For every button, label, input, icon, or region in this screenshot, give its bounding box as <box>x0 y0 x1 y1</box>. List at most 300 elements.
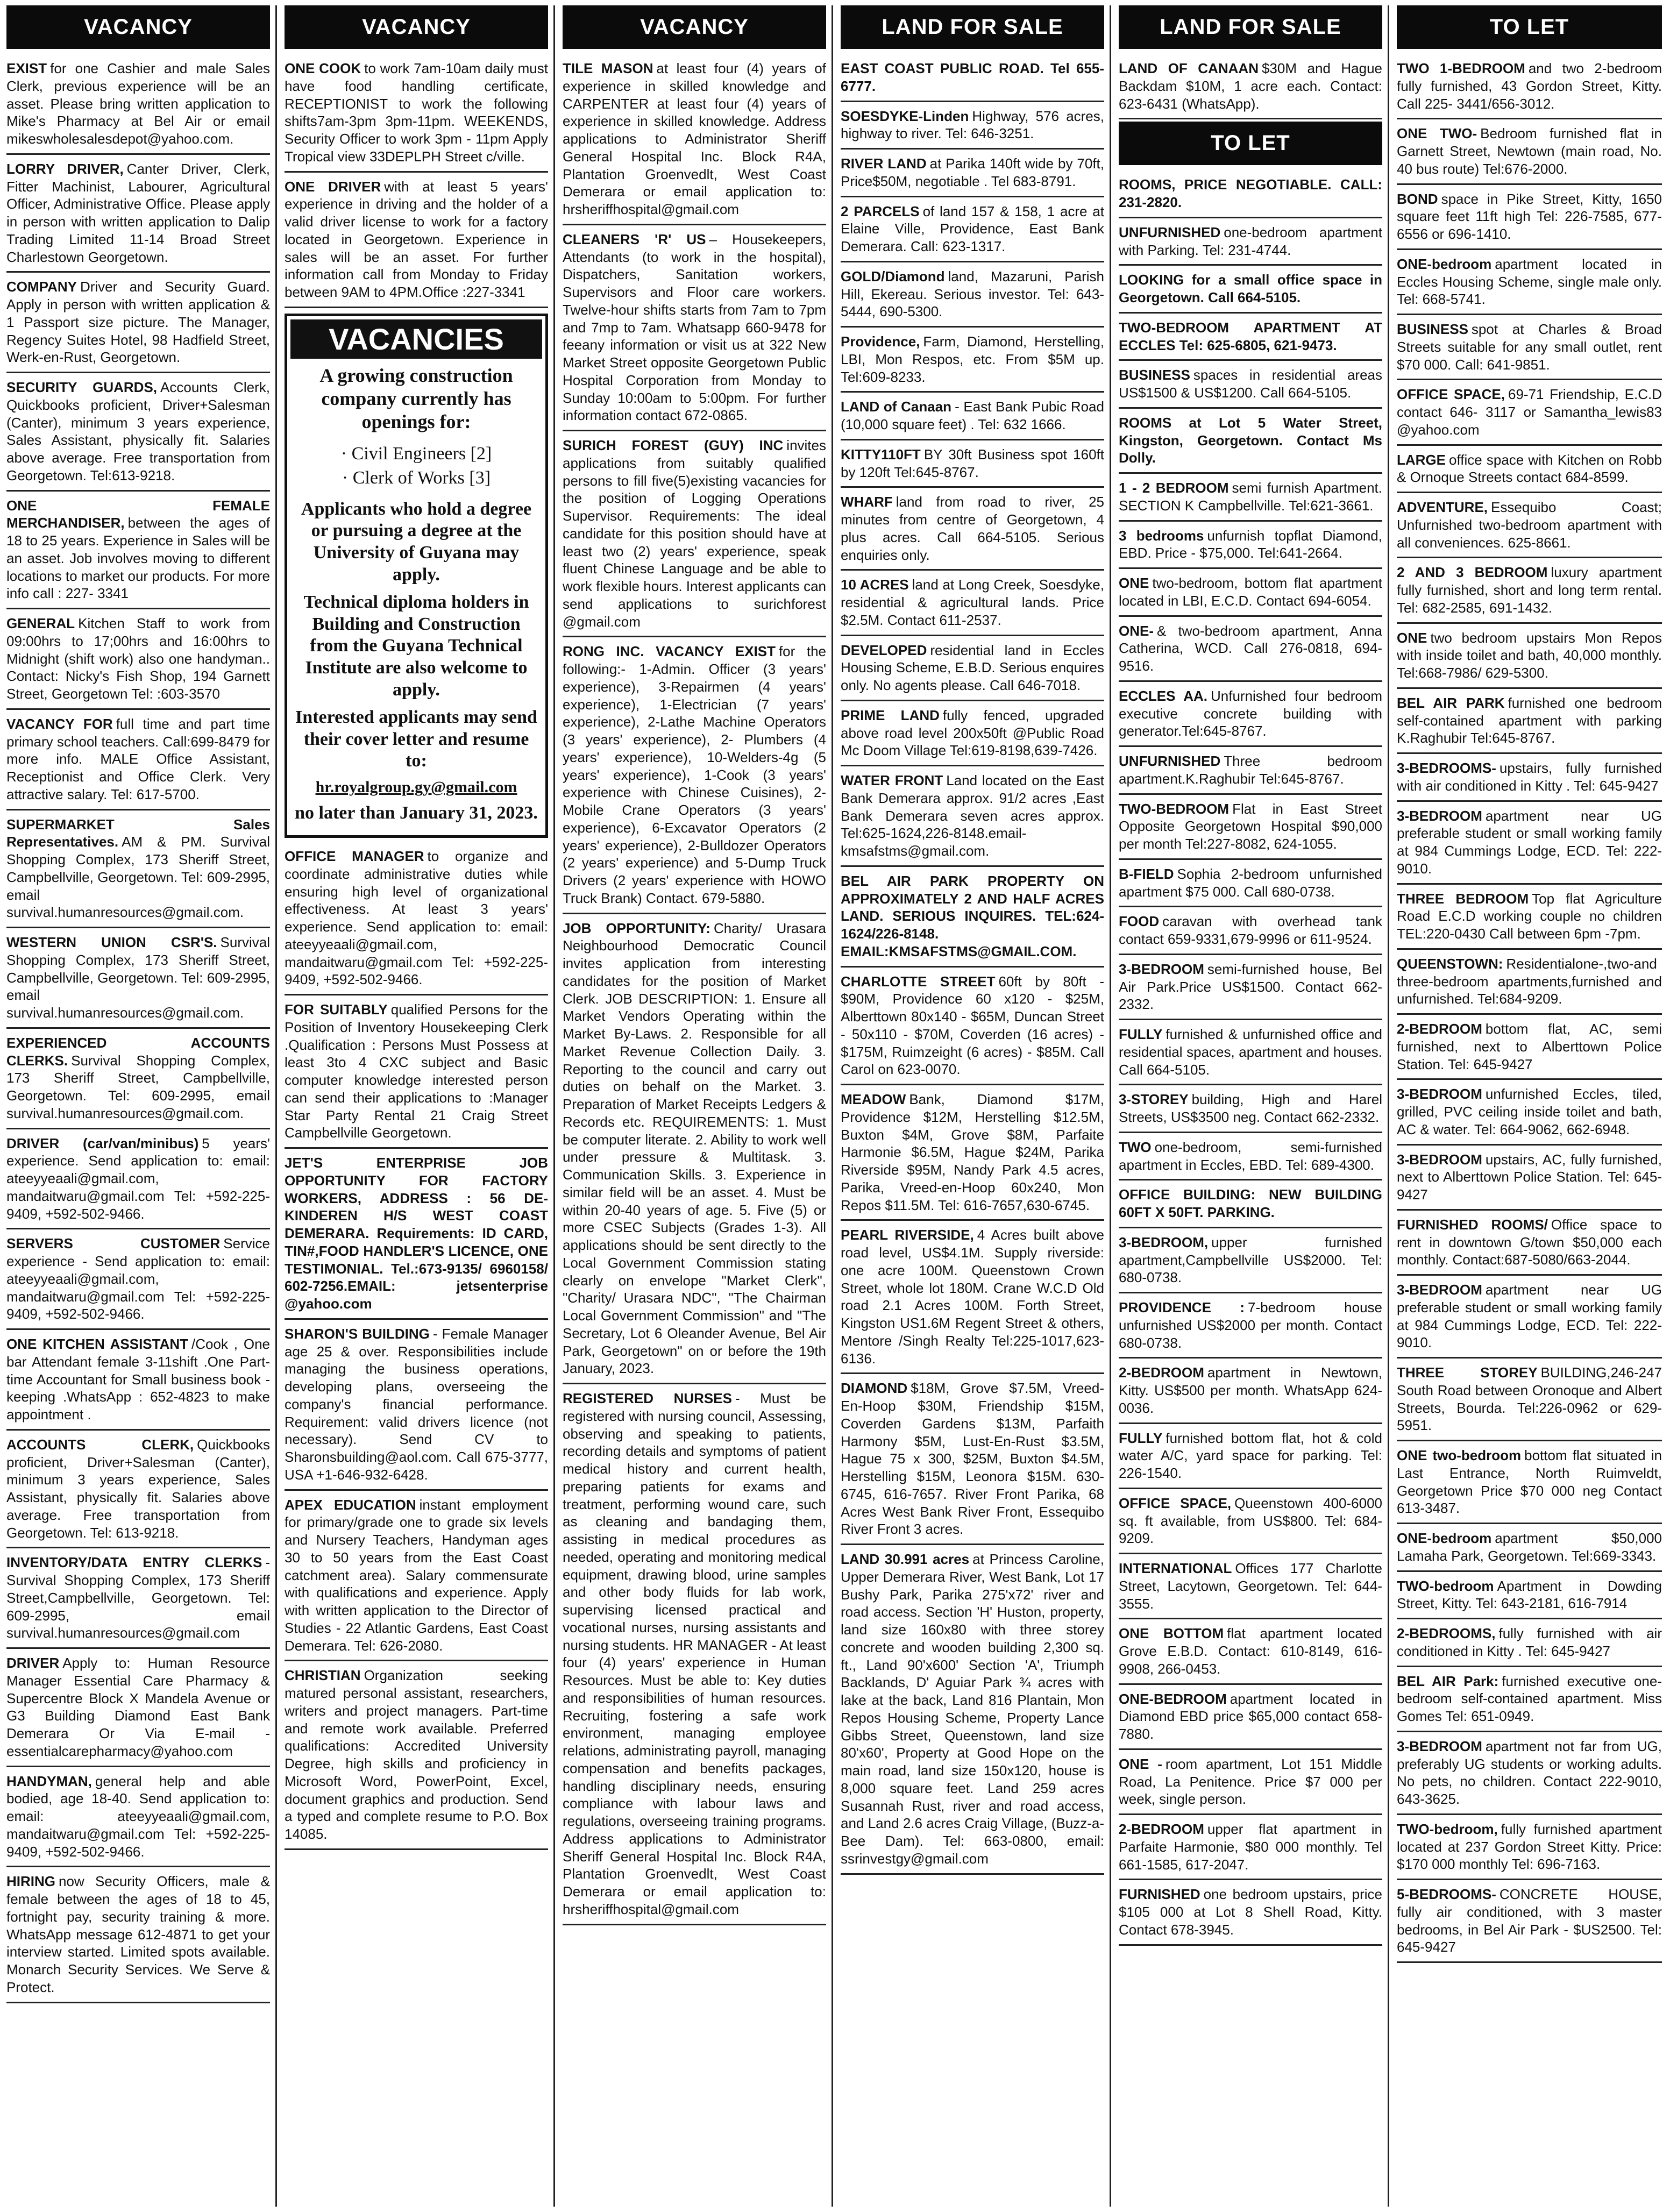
classified-ad <box>1119 1752 1382 1815</box>
ad-text: full time and part time primary school teachers. Call:699-8479 for more info. MALE Office Assistant, Receptionist and Office Clerk. Very attractive salary. Tel: 617-5700. <box>6 715 270 802</box>
ad-text: Canter Driver, Clerk, Fitter Machinist, Labourer, Agricultural Officer, Administrative Office. Please apply in person with written application to Dalip Trading Limited 11-14 Broad Street Charlestown Georgetown. <box>6 160 271 265</box>
ad-lead: EAST COAST PUBLIC ROAD. Tel 655-6777. <box>841 60 1104 94</box>
ad-text: apartment not far from UG, preferably UG students or working adults. No pets, no children. Contact 222-9010, 643-3625. <box>1397 1738 1662 1807</box>
ad-text: upstairs, AC, fully furnished, next to Alberttown Police Station. Tel: 645-9427 <box>1397 1151 1662 1203</box>
ad-lead: TILE MASON <box>563 60 653 76</box>
ad-text: Apply to: Human Resource Manager Essential Care Pharmacy & Supercentre Block X Mandela Avenue or G3 Building Diamond East Bank Demerara Or Via E-mail - essentialcarepharmacy@yahoo.com <box>6 1655 270 1759</box>
classified-ad <box>1397 1621 1662 1667</box>
ad-lead: LORRY DRIVER, <box>6 160 124 177</box>
classified-ad <box>1397 1017 1662 1080</box>
ad-lead: ACCOUNTS CLERK, <box>6 1436 194 1453</box>
ad-text: Survival Shopping Complex, 173 Sheriff Street, Campbellville, Georgetown. Tel: 609-2995, email survival.humanresources@gmail.com. <box>6 1052 270 1121</box>
ad-text: Land located on the East Bank Demerara approx. 91/2 acres ,East Bank Demerara seven acres approx. Tel:625-1624,226-8148.email-kmsafstms@gmail.com. <box>841 772 1105 859</box>
classified-ad <box>6 494 270 610</box>
ad-lead: 3-BEDROOM <box>1397 1738 1482 1754</box>
classified-ad <box>285 175 548 308</box>
classified-ad <box>841 638 1104 701</box>
ad-text: fully furnished with air conditioned in Kitty . Tel: 645-9427 <box>1397 1625 1662 1659</box>
ad-lead: BOND <box>1397 190 1438 207</box>
ad-lead: TWO-bedroom, <box>1397 1820 1498 1837</box>
ad-text: Survival Shopping Complex, 173 Sheriff Street, Campbellville, Georgetown. Tel: 609-2995, email survival.humanresources@gmail.com. <box>6 934 270 1021</box>
ad-lead: OFFICE SPACE, <box>1119 1495 1232 1511</box>
classified-ad <box>1119 571 1382 617</box>
classified-ad <box>1119 1296 1382 1359</box>
ad-lead: FOOD <box>1119 913 1160 930</box>
classified-ad <box>1119 1556 1382 1619</box>
classified-ad <box>6 1132 270 1230</box>
ad-text: spot at Charles & Broad Streets suitable for any small outlet, rent $70 000. Call: 641-9851. <box>1397 321 1662 373</box>
ad-lead: B-FIELD <box>1119 865 1174 882</box>
ad-text: Unfurnished four bedroom executive concrete building with generator.Tel:645-8767. <box>1119 687 1383 739</box>
classified-ad <box>1397 1882 1662 1963</box>
classified-ad <box>841 869 1104 968</box>
classified-ad <box>563 639 826 914</box>
ad-lead: FULLY <box>1119 1026 1163 1042</box>
classified-ad <box>6 1769 270 1868</box>
ad-text: /Cook , One bar Attendant female 3-11shift .One Part-time Accountant for Small business book -keeping .WhatsApp : 652-4823 to make appointment . <box>6 1336 270 1422</box>
ad-lead: ONE two-bedroom <box>1397 1447 1522 1463</box>
ad-lead: 2 AND 3 BEDROOM <box>1397 564 1548 581</box>
classified-ad <box>841 1376 1104 1545</box>
ad-lead: TWO-bedroom <box>1397 1577 1494 1594</box>
classified-ad <box>6 1232 270 1330</box>
ad-text: one-bedroom apartment with Parking. Tel: 231-4744. <box>1119 224 1382 258</box>
ad-lead: 2 PARCELS <box>841 203 920 219</box>
classified-ad <box>841 1223 1104 1374</box>
ad-lead: TWO-BEDROOM <box>1119 800 1230 817</box>
ad-lead: 1 - 2 BEDROOM <box>1119 480 1229 496</box>
classified-ad <box>1119 56 1382 119</box>
classified-ad <box>1119 1426 1382 1489</box>
classified-ad <box>6 275 270 373</box>
classified-ad <box>841 265 1104 328</box>
ad-lead: BUSINESS <box>1119 367 1190 383</box>
ad-text: Organization seeking matured personal assistant, researchers, writers and project managers. Part-time and remote work available. Preferred qualifications: Accredited University Degree, high skills and proficiency in Microsoft Word, PowerPoint, Excel, document graphics and production. Send a typed and complete resume to P.O. Box 14085. <box>285 1667 548 1843</box>
ad-text: at Parika 140ft wide by 70ft, Price$50M, negotiable . Tel 683-8791. <box>841 155 1104 189</box>
classified-ad <box>1397 448 1662 494</box>
classified-ad <box>1119 476 1382 522</box>
ad-lead: Providence, <box>841 333 920 350</box>
ad-lead: CHARLOTTE STREET <box>841 973 996 990</box>
ad-text: unfurnished Eccles, tiled, grilled, PVC ceiling inside toilet and bath, AC & water. Tel: 664-9062, 662-6948. <box>1397 1086 1662 1137</box>
classified-ad <box>841 104 1104 150</box>
ad-lead: ONE-bedroom <box>1397 1530 1492 1546</box>
ad-lead: BEL AIR Park: <box>1397 1673 1499 1689</box>
ad-text: instant employment for primary/grade one to grade six levels and Nursery Teachers, Handyman ages 30 to 50 years from the East Coast catchment area). Salary commensurate with qualifications and experience. Apply with written application to the Director of Studies - 22 Atlantic Gardens, East Coast Demerara. Tel: 626-2080. <box>285 1496 548 1654</box>
ad-text: two bedroom upstairs Mon Repos with inside toilet and bath, 40,000 monthly. Tel:668-7986/ 629-5300. <box>1397 629 1662 681</box>
classified-ad <box>841 1547 1104 1875</box>
classified-ad <box>1119 1687 1382 1750</box>
ad-text: - Survival Shopping Complex, 173 Sheriff Street,Campbellville, Georgetown. Tel: 609-2995, email survival.humanresources@gmail.com <box>6 1554 270 1641</box>
ad-lead: WESTERN UNION CSR'S. <box>6 934 217 950</box>
ad-text: for the following:- 1-Admin. Officer (3 years' experience), 3-Repairmen (4 years' experience), 1-Electrician (7 years' experience), 2-Lathe Machine Operators (3 years' experience), 2- Plumbers (4 years' experience), 10-Welders-4g (5 years' experience), 1-Cook (3 years' experience with Chinese Cuisines), 2-Mobile Crane Operators (3 years' experience), 6-Excavator Operators (2 years' experience), 2-Bulldozer Operators (2 years' experience) and 5-Dump Truck Drivers (2 years' experience with HOWO Truck Brank) Contact. 679-5880. <box>563 643 826 906</box>
ad-lead: WATER FRONT <box>841 772 943 788</box>
ad-lead: 3-BEDROOMS- <box>1397 760 1496 776</box>
classified-ad <box>1397 1526 1662 1572</box>
ad-lead: EXPERIENCED ACCOUNTS CLERKS. <box>6 1034 270 1069</box>
ad-lead: 2-BEDROOM <box>1119 1364 1204 1381</box>
ad-text: Bedroom furnished flat in Garnett Street, Newtown (main road, No. 40 bus route) Tel:676-2000. <box>1397 125 1662 177</box>
ad-text: apartment near UG preferable student or small working family at 984 Cummings Lodge, ECD. Tel: 222-9010. <box>1397 1282 1662 1351</box>
ad-text: & two-bedroom apartment, Anna Catherina, WCD. Call 276-0818, 694-9516. <box>1119 622 1382 674</box>
classified-ad <box>1119 1231 1382 1293</box>
classified-ad <box>563 916 826 1385</box>
ad-lead: 3-BEDROOM <box>1397 1282 1482 1298</box>
column-vacancy-1 <box>3 5 277 2207</box>
ad-lead: KITTY110FT <box>841 446 921 463</box>
ad-lead: ONE-bedroom <box>1397 255 1492 272</box>
classified-ad <box>563 433 826 637</box>
ad-text: apartment located in Eccles Housing Scheme, single male only. Tel: 668-5741. <box>1397 255 1662 308</box>
classified-ad <box>841 490 1104 571</box>
ad-text: Office space to rent in downtown G/town $50,000 each monthly. Contact:687-5080/663-2044. <box>1397 1216 1662 1268</box>
ad-text: Farm, Diamond, Herstelling, LBI, Mon Respos, etc. From $5M up. Tel:609-8233. <box>841 333 1104 385</box>
ad-text: - Must be registered with nursing council, Assessing, observing and speaking to patients, recording details and symptoms of patient medical history and current health, preparing patients for exams and treatment, performing wound care, such as cleaning and bandaging them, assisting in medical procedures as needed, operating and monitoring medical equipment, drawing blood, urine samples and other body fluids for lab work, supervising licensed practical and vocational nurses, nursing assistants and nursing students. HR MANAGER - At least four (4) years' experience in Human Resources. Must be able to: Key duties and responsibilities of human resources. Recruiting, fostering a safe work environment, managing employee relations, administrating payroll, managing compensation and benefits packages, handling disciplinary needs, ensuring compliance with labour laws and regulations, overseeing training programs. Address applications to Administrator Sheriff General Hospital Inc. Block R4A, Plantation Groenvedlt, West Coast Demerara or email application to: hrsheriffhospital@gmail.com <box>563 1390 826 1917</box>
ad-text: $30M and Hague Backdam $10M, 1 acre each. Contact: 623-6431 (WhatsApp). <box>1119 60 1382 112</box>
ad-lead: COMPANY <box>6 279 77 295</box>
vacancies-boxed-ad <box>285 314 548 838</box>
classified-ad <box>841 200 1104 262</box>
ad-text: to work 7am-10am daily must have food handling certificate, RECEPTIONIST to work the following shifts7am-3pm 3pm-11pm. WEEKENDS, Security Officer to work 3pm - 11pm Apply Tropical view 33DEPLPH Street c/ville. <box>285 60 548 165</box>
ad-text: fully fenced, upgraded above road level 200x50ft @Public Road Mc Doom Village Tel:619-8198,639-7426. <box>841 707 1104 759</box>
classified-ad <box>1397 1817 1662 1880</box>
ad-text: land, Mazaruni, Parish Hill, Ekereau. Serious investor. Tel: 643-5444, 690-5300. <box>841 268 1104 320</box>
classified-ad <box>563 227 826 431</box>
classified-ad <box>841 573 1104 636</box>
ad-lead: SERVERS CUSTOMER <box>6 1235 221 1252</box>
classified-ad <box>6 1651 270 1767</box>
classified-ad <box>1397 1669 1662 1732</box>
ad-text: apartment located in Diamond EBD price $65,000 contact 658-7880. <box>1119 1690 1382 1742</box>
ad-lead: ECCLES AA. <box>1119 687 1207 704</box>
ad-text: space in Pike Street, Kitty, 1650 square feet 11ft high Tel: 226-7585, 677-6556 or 696-1410. <box>1397 190 1662 242</box>
ad-lead: DIAMOND <box>841 1380 908 1397</box>
ad-lead: DEVELOPED <box>841 642 927 658</box>
ad-text: furnished bottom flat, hot & cold water A/C, yard space for parking. Tel: 226-1540. <box>1119 1429 1382 1481</box>
ad-lead: THREE BEDROOM <box>1397 890 1529 907</box>
ad-text: Residentialone-,two-and three-bedroom apartments,furnished and unfurnished. Tel:684-9209. <box>1397 955 1662 1007</box>
classified-ad <box>1119 684 1382 747</box>
position-item: · Civil Engineers [2] <box>340 444 492 464</box>
ad-lead: 3-BEDROOM <box>1397 1086 1482 1103</box>
ad-text: one-bedroom, semi-furnished apartment in Eccles, EBD. Tel: 689-4300. <box>1119 1139 1382 1173</box>
classified-ad <box>6 930 270 1029</box>
classified-ad <box>1119 957 1382 1020</box>
ad-lead: REGISTERED NURSES <box>563 1390 732 1406</box>
ad-text: qualified Persons for the Position of Inventory Housekeeping Clerk .Qualification : Persons Must Possess at least 3to 4 CXC subject and Basic computer knowledge interested person can send their applications to :Manager Star Party Rental 21 Craig Street Campbellville Georgetown. <box>285 1001 548 1141</box>
ad-lead: 3 bedrooms <box>1119 527 1204 544</box>
ad-lead: 3-BEDROOM <box>1397 1151 1482 1168</box>
classified-ad <box>1397 252 1662 315</box>
ad-lead: 2-BEDROOM <box>1119 1821 1204 1837</box>
ad-text: of land 157 & 158, 1 acre at Elaine Ville, Providence, East Bank Demerara. Call: 623-1317. <box>841 203 1104 254</box>
boxed-ad-para: Applicants who hold a degree or pursuing a degree at the University of Guyana may apply. <box>301 499 532 585</box>
ad-lead: SHARON'S BUILDING <box>285 1325 430 1342</box>
classified-ad <box>1397 1148 1662 1211</box>
ad-lead: UNFURNISHED <box>1119 753 1221 769</box>
ad-text: semi-furnished house, Bel Air Park.Price US$1500. Contact 662-2332. <box>1119 961 1382 1013</box>
section-header: LAND FOR SALE <box>1119 5 1382 49</box>
ad-lead: 3-BEDROOM, <box>1119 1234 1209 1250</box>
ad-text: unfurnish topflat Diamond, EBD. Price - $75,000. Tel:641-2664. <box>1119 527 1382 561</box>
boxed-ad-para: Interested applicants may send their cover letter and resume to: <box>295 707 537 771</box>
classified-ad <box>1397 317 1662 380</box>
ad-lead: INTERNATIONAL <box>1119 1560 1232 1576</box>
classified-ad <box>6 1332 270 1431</box>
classified-ad <box>1119 619 1382 682</box>
classified-ad <box>1397 952 1662 1015</box>
ad-text: bottom flat, AC, semi furnished, next to Alberttown Police Station. Tel: 645-9427 <box>1397 1021 1662 1072</box>
classified-ad <box>285 998 548 1149</box>
ad-text: Highway, 576 acres, highway to river. Tel: 646-3251. <box>841 108 1104 142</box>
column-vacancy-2 <box>281 5 555 2207</box>
classified-ad <box>1397 756 1662 802</box>
ad-text: now Security Officers, male & female between the ages of 18 to 45, fortnight pay, security training & more. WhatsApp message 612-4871 to get your interview started. Limited spots available. Monarch Security Services. We Serve & Protect. <box>6 1873 270 1995</box>
ad-lead: LOOKING for a small office space in Georgetown. Call 664-5105. <box>1119 272 1382 305</box>
classified-ad <box>841 330 1104 393</box>
boxed-ad-intro: A growing construction company currently has openings for: <box>319 364 513 433</box>
classified-ad <box>1119 1022 1382 1085</box>
ad-lead: TWO <box>1119 1139 1152 1155</box>
ad-text: bottom flat situated in Last Entrance, North Ruimveldt, Georgetown Price $70 000 neg Contact 613-3487. <box>1397 1447 1662 1517</box>
ad-lead: THREE STOREY <box>1397 1364 1538 1381</box>
ad-text: flat apartment located Grove E.B.D. Contact: 610-8149, 616-9908, 266-0453. <box>1119 1625 1382 1677</box>
classified-ad <box>6 1550 270 1649</box>
ad-lead: DRIVER (car/van/minibus) <box>6 1135 199 1151</box>
classified-ad <box>1119 1491 1382 1554</box>
classified-ad <box>1119 316 1382 361</box>
ad-lead: ONE KITCHEN ASSISTANT <box>6 1336 189 1352</box>
ad-text: - East Bank Pubic Road (10,000 square feet) . Tel: 632 1666. <box>841 399 1104 432</box>
ad-text: Driver and Security Guard. Apply in person with written application & 1 Passport size picture. The Manager, Regency Suites Hotel, 98 Hadfield Street, Werk-en-Rust, Georgetown. <box>6 279 270 366</box>
classified-ad <box>1119 749 1382 795</box>
section-header: LAND FOR SALE <box>841 5 1104 49</box>
ad-text: invites applications from suitably qualified persons to fill five(5)existing vacancies for the position of Logging Operations Supervisor. Requirements: The ideal candidate for this position should have at least two (2) years' experience, speak fluent Chinese Language and be able to work flexible hours. Interest applicants can send applications to surichforest @gmail.com <box>563 437 826 630</box>
ad-lead: ONE TWO- <box>1397 125 1477 142</box>
ad-text: at least four (4) years of experience in skilled knowledge and CARPENTER at least four (4) years of experience in skilled knowledge. Address applications to Administrator Sheriff General Hospital Inc. Block R4A, Plantation Groenvedlt, West Coast Demerara or email application to: hrsheriffhospital@gmail.com <box>563 60 826 217</box>
ad-lead: CHRISTIAN <box>285 1667 361 1684</box>
classified-ad <box>6 1433 270 1549</box>
boxed-ad-title: VACANCIES <box>290 319 542 359</box>
ad-text: Kitchen Staff to work from 09:00hrs to 17;00hrs and 16:00hrs to Midnight (shift work) also one handyman.. Contact: Nicky's Fish Shop, 194 Garnett Street, Georgetown Tel: :603-3570 <box>6 615 270 702</box>
ad-text: 60ft by 80ft - $90M, Providence 60 x120 - $25M, Alberttown 80x140 - $65M, Duncan Street - 50x110 - $70M, Coverden (16 acres) - $175M, Ruimzeight (6 acres) - $85M. Call Carol on 623-0070. <box>841 973 1104 1078</box>
ad-lead: LAND 30.991 acres <box>841 1551 970 1567</box>
classified-ad <box>563 56 826 225</box>
ad-lead: ADVENTURE, <box>1397 499 1488 515</box>
ad-lead: 2-BEDROOM <box>1397 1021 1482 1037</box>
classified-ad <box>1397 1278 1662 1359</box>
classified-ad <box>1119 221 1382 266</box>
ad-lead: JET'S ENTERPRISE JOB OPPORTUNITY FOR FACTORY WORKERS, ADDRESS : 56 DE-KINDEREN H/S WEST COAST DEMERARA. Requirements: ID CARD, TIN#,FOOD HANDLER'S LICENCE, ONE TESTIMONIAL. Tel.:673-9135/ 6960158/ 602-7256.EMAIL: jetsenterprise @yahoo.com <box>285 1155 548 1312</box>
ad-text: furnished one bedroom self-contained apartment with parking K.Raghubir Tel:645-8767. <box>1397 694 1662 746</box>
classified-ad <box>1119 797 1382 860</box>
ad-text: Sophia 2-bedroom unfurnished apartment $75 000. Call 680-0738. <box>1119 865 1382 900</box>
classified-ad <box>1119 1817 1382 1880</box>
ad-lead: INVENTORY/DATA ENTRY CLERKS <box>6 1554 262 1571</box>
ad-text: Charity/ Urasara Neighbourhood Democratic Council invites application from interesting candidates for the position of Market Clerk. JOB DESCRIPTION: 1. Ensure all Market Vendors Operating within the Market By-Laws. 2. Responsible for all Market Revenue Collection Daily. 3. Reporting to the council and carry out duties on behalf on the Market. 3. Preparation of Market Receipts Ledgers & Records etc. REQUIREMENTS: 1. Must be computer literate. 2. Ability to work well under pressure & Multitask. 3. Communication Skills. 3. Experience in similar field will be an asset. 4. Must be within 20-40 years of age. 5. Five (5) or more CSEC Subjects (Grades 1-3). All applications should be sent directly to the Local Government Commission stating clearly on envelope "Market Clerk", "Charity/ Urasara NDC", "The Chairman Local Government Commission" and "The Secretary, Lot 6 Oleander Avenue, Bel Air Park, Georgetown" on or before the 19th January, 2023. <box>563 920 827 1377</box>
classified-ad <box>1397 1213 1662 1276</box>
classified-ad <box>841 703 1104 766</box>
classified-ad <box>841 152 1104 197</box>
boxed-ad-para: Technical diploma holders in Building and Construction from the Guyana Technical Institute are also welcome to apply. <box>303 592 529 700</box>
ad-lead: TWO-BEDROOM APARTMENT AT ECCLES Tel: 625-6805, 621-9473. <box>1119 319 1382 353</box>
ad-lead: SURICH FOREST (GUY) INC <box>563 437 784 453</box>
ad-text: CONCRETE HOUSE, fully air conditioned, with 3 master bedrooms, in Bel Air Park - $US2500. Tel: 645-9427 <box>1397 1886 1662 1955</box>
position-item: · Clerk of Works [3] <box>342 467 491 488</box>
classified-ad <box>1397 1361 1662 1441</box>
ad-text: 5 years' experience. Send application to: email: ateeyyeaali@gmail.com, mandaitwaru@gmail.com Tel: +592-225-9409, +592-502-9466. <box>6 1135 270 1222</box>
ad-text: general help and able bodied, age 18-40. Send application to: email: ateeyyeaali@gmail.com, mandaitwaru@gmail.com Tel: +592-225-9409, +592-502-9466. <box>6 1773 270 1860</box>
column-vacancy-3 <box>559 5 833 2207</box>
ad-text: 7-bedroom house unfurnished US$2000 per month. Contact 680-0738. <box>1119 1299 1382 1351</box>
ad-lead: OFFICE BUILDING: NEW BUILDING 60FT X 50FT. PARKING. <box>1119 1186 1382 1220</box>
ad-lead: LARGE <box>1397 451 1446 468</box>
ad-text: for one Cashier and male Sales Clerk, previous experience will be an asset. Please bring written application to Mike's Pharmacy at Bel Air or email mikeswholesalesdepot@yahoo.com. <box>6 60 270 147</box>
classified-ad <box>841 970 1104 1086</box>
ad-text: furnished executive one-bedroom self-contained apartment. Miss Gomes Tel: 651-0949. <box>1397 1673 1662 1724</box>
classified-ad <box>1119 909 1382 955</box>
ad-lead: PEARL RIVERSIDE, <box>841 1227 974 1243</box>
ad-text: with at least 5 years' experience in driving and the holder of a valid driver license to work for a factory located in Georgetown. Experience in sales will be an asset. For further information call from Monday to Friday between 9AM to 4PM.Office :227-3341 <box>285 178 548 300</box>
ad-text: between the ages of 18 to 25 years. Experience in Sales will be an asset. Job involves moving to different locations to market our products. For more info call : 227- 3341 <box>6 515 270 602</box>
ad-lead: ONE BOTTOM <box>1119 1625 1224 1642</box>
classified-ad <box>1119 1882 1382 1945</box>
ad-lead: GOLD/Diamond <box>841 268 945 284</box>
ad-text: two-bedroom, bottom flat apartment located in LBI, E.C.D. Contact 694-6054. <box>1119 575 1382 609</box>
ad-lead: MEADOW <box>841 1091 906 1107</box>
ad-lead: OFFICE MANAGER <box>285 848 424 865</box>
ad-text: Top flat Agriculture Road E.C.D working couple no children TEL:220-0430 Call between 6pm -7pm. <box>1397 890 1662 942</box>
ad-lead: ONE FEMALE MERCHANDISER, <box>6 497 270 531</box>
ad-text: apartment near UG preferable student or small working family at 984 Cummings Lodge, ECD. Tel: 222-9010. <box>1397 807 1662 877</box>
classified-ad <box>6 1031 270 1129</box>
ad-lead: 10 ACRES <box>841 577 909 593</box>
ad-lead: CLEANERS 'R' US <box>563 231 706 247</box>
section-header: VACANCY <box>563 5 826 49</box>
classified-ad <box>1119 363 1382 409</box>
classified-ad <box>285 1151 548 1320</box>
ad-text: Offices 177 Charlotte Street, Lacytown, Georgetown. Tel: 644-3555. <box>1119 1560 1382 1612</box>
boxed-ad-email[interactable]: hr.royalgroup.gy@gmail.com <box>315 778 517 796</box>
ad-text: BUILDING,246-247 South Road between Oronoque and Albert Streets, Bourda. Tel:226-0962 or 629-5951. <box>1397 1364 1662 1434</box>
ad-lead: FOR SUITABLY <box>285 1001 388 1018</box>
ad-lead: BUSINESS <box>1397 321 1468 337</box>
ad-lead: PRIME LAND <box>841 707 940 723</box>
ad-lead: FURNISHED ROOMS/ <box>1397 1216 1548 1233</box>
ad-lead: ROOMS at Lot 5 Water Street, Kingston, Georgetown. Contact Ms Dolly. <box>1119 414 1382 466</box>
ad-text: upper furnished apartment,Campbellville US$2000. Tel: 680-0738. <box>1119 1234 1382 1286</box>
classified-ad <box>6 611 270 710</box>
classified-ad <box>285 56 548 173</box>
classified-ad <box>6 813 270 929</box>
classified-ad <box>285 844 548 995</box>
ad-lead: QUEENSTOWN: <box>1397 955 1503 972</box>
ad-lead: DRIVER <box>6 1655 60 1671</box>
section-header: TO LET <box>1119 122 1382 165</box>
classified-ad <box>841 1087 1104 1221</box>
ad-text: building, High and Harel Streets, US$3500 neg. Contact 662-2332. <box>1119 1091 1382 1125</box>
classified-ad <box>1397 122 1662 184</box>
ad-lead: EXIST <box>6 60 47 76</box>
ad-lead: HIRING <box>6 1873 55 1890</box>
ad-text: land from road to river, 25 minutes from centre of Georgetown, 4 plus acres. Call 664-5105. Serious enquiries only. <box>841 494 1104 563</box>
ad-text: to organize and coordinate administrative duties while ensuring high level of organizational effectiveness. At least 3 years' experience. Send application to: email: ateeyyeaali@gmail.com, mandaitwaru@gmail.com Tel: +592-225-9409, +592-502-9466. <box>285 848 549 988</box>
ad-lead: ROOMS, PRICE NEGOTIABLE. CALL: 231-2820. <box>1119 176 1382 210</box>
classified-ad <box>6 375 270 492</box>
ad-text: apartment in Newtown, Kitty. US$500 per month. WhatsApp 624-0036. <box>1119 1364 1382 1416</box>
classified-ad <box>1119 1361 1382 1424</box>
ad-lead: LAND OF CANAAN <box>1119 60 1259 76</box>
classified-ad <box>1397 1574 1662 1620</box>
ad-text: Accounts Clerk, Quickbooks proficient, Driver+Salesman (Canter), minimum 3 years experience, Sales Assistant, physically fit. Salaries above average. Free transportation from Georgetown. Tel:613-9218. <box>6 379 270 483</box>
ad-text: fully furnished apartment located at 237 Gordon Street Kitty. Price: $170 000 monthly Tel: 696-7163. <box>1397 1820 1662 1873</box>
classified-ad <box>1119 1183 1382 1228</box>
classified-ad <box>6 712 270 810</box>
classified-ad <box>841 56 1104 102</box>
ad-text: 69-71 Friendship, E.C.D contact 646- 3117 or Samantha_lewis83 @yahoo.com <box>1397 386 1662 438</box>
ad-lead: BEL AIR PARK PROPERTY ON APPROXIMATELY 2 AND HALF ACRES LAND. SERIOUS INQUIRES. TEL:624-1624/226-8148. EMAIL:KMSAFSTMS@GMAIL.COM. <box>841 872 1104 959</box>
ad-text: room apartment, Lot 151 Middle Road, La Penitence. Price $7 000 per week, single person. <box>1119 1755 1382 1808</box>
ad-lead: HANDYMAN, <box>6 1773 92 1789</box>
ad-text: apartment $50,000 Lamaha Park, Georgetown. Tel:669-3343. <box>1397 1530 1662 1564</box>
ad-lead: 3-BEDROOM <box>1119 961 1204 977</box>
ad-text: office space with Kitchen on Robb & Ornoque Streets contact 684-8599. <box>1397 451 1662 486</box>
ad-text: AM & PM. Survival Shopping Complex, 173 Sheriff Street, Campbellville, Georgetown. Tel: 609-2995, email survival.humanresources@gmail.com. <box>6 834 270 921</box>
ad-text: Flat in East Street Opposite Georgetown Hospital $90,000 per month Tel:227-8082, 624-1055. <box>1119 800 1382 852</box>
ad-lead: ONE - <box>1119 1755 1162 1772</box>
ad-lead: UNFURNISHED <box>1119 224 1221 240</box>
ad-text: upper flat apartment in Parfaite Harmonie, $80 000 monthly. Tel 661-1585, 617-2047. <box>1119 1821 1382 1873</box>
column-to-let <box>1394 5 1667 2207</box>
classified-ad <box>6 1869 270 2003</box>
classified-ad <box>1397 691 1662 754</box>
classified-ad <box>1119 1087 1382 1133</box>
ad-lead: RIVER LAND <box>841 155 927 172</box>
classified-ad <box>6 157 270 273</box>
section-header: TO LET <box>1397 5 1662 49</box>
ad-text: furnished & unfurnished office and residential spaces, apartment and houses. Call 664-5105. <box>1119 1026 1382 1078</box>
ad-lead: SECURITY GUARDS, <box>6 379 158 395</box>
ad-text: luxury apartment fully furnished, short and long term rental. Tel: 682-2585, 691-1432. <box>1397 564 1662 616</box>
ad-text: Three bedroom apartment.K.Raghubir Tel:645-8767. <box>1119 753 1382 787</box>
ad-lead: GENERAL <box>6 615 75 631</box>
boxed-ad-deadline: no later than January 31, 2023. <box>295 803 538 823</box>
classified-ad <box>6 56 270 155</box>
ad-lead: OFFICE SPACE, <box>1397 386 1505 403</box>
classified-ad <box>1397 1443 1662 1524</box>
ad-lead: ONE <box>1397 629 1427 646</box>
ad-lead: JOB OPPORTUNITY: <box>563 920 710 936</box>
classified-ad <box>1119 524 1382 570</box>
ad-text: BY 30ft Business spot 160ft by 120ft Tel:645-8767. <box>841 446 1104 480</box>
classified-ad <box>1397 495 1662 558</box>
ad-lead: VACANCY FOR <box>6 715 113 732</box>
ad-lead: ONE-BEDROOM <box>1119 1690 1227 1707</box>
section-header: VACANCY <box>6 5 270 49</box>
classified-ad <box>841 769 1104 867</box>
boxed-ad-positions <box>295 442 538 489</box>
classified-ad <box>1397 187 1662 250</box>
classified-ad <box>1119 1135 1382 1181</box>
classified-ad <box>285 1493 548 1662</box>
classified-ad <box>1397 1082 1662 1145</box>
ad-text: – Housekeepers, Attendants (to work in the hospital), Dispatchers, Sanitation workers, Supervisors and Floor care workers. Twelve-hour shifts starts from 7am to 7pm and 7mp to 7am. Whatsapp 660-9478 for feeany information or visit us at 322 New Market Street opposite Georgetown Public Hospital Corporation from Monday to Sunday 10:00am to 5:00pm. For further information contact 672-0865. <box>563 231 826 424</box>
ad-text: semi furnish Apartment. SECTION K Campbellville. Tel:621-3661. <box>1119 480 1382 514</box>
ad-lead: WHARF <box>841 494 893 510</box>
classified-ad <box>563 1386 826 1925</box>
ad-lead: SUPERMARKET Sales Representatives. <box>6 816 270 850</box>
ad-text: Apartment in Dowding Street, Kitty. Tel: 643-2181, 616-7914 <box>1397 1577 1662 1612</box>
